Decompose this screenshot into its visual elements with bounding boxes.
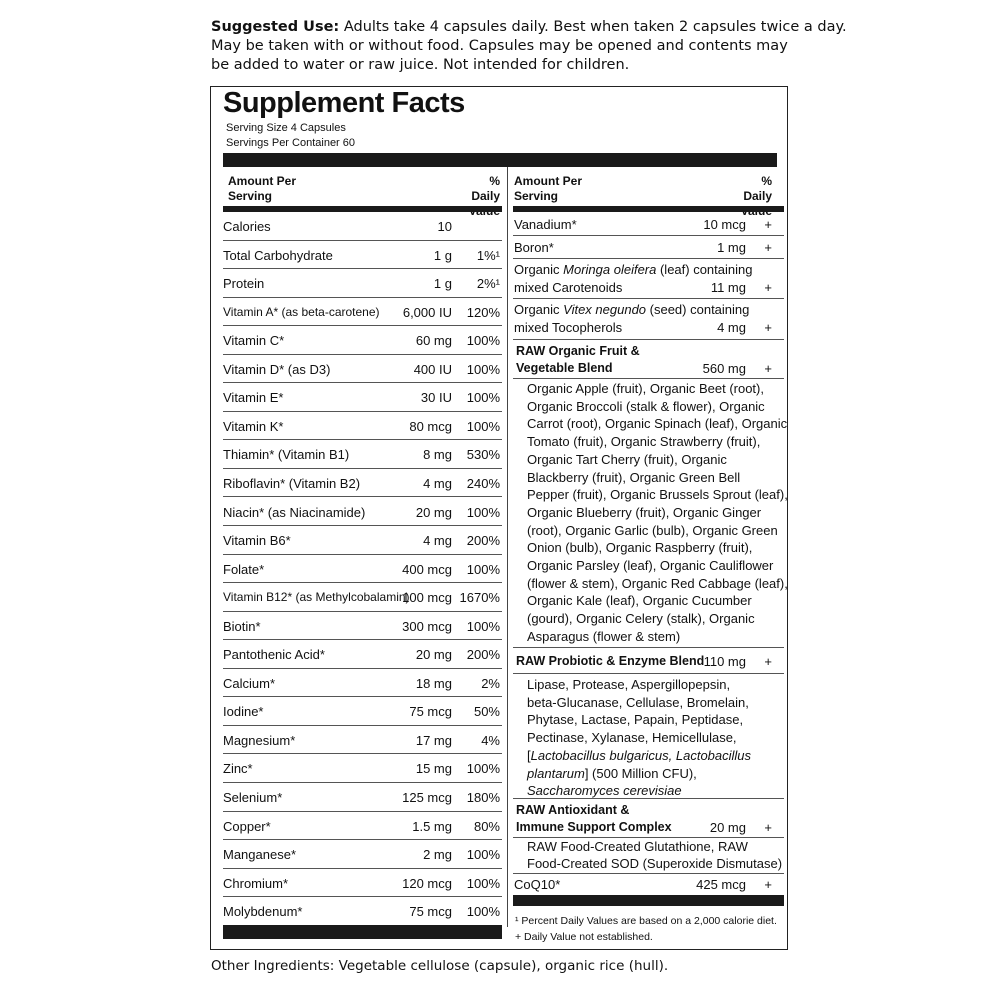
table-row — [223, 440, 502, 469]
left-hdr-dv-1: % Daily — [471, 174, 500, 203]
probiotic-line-6 — [527, 765, 751, 783]
nutrient-daily-value: 100% — [466, 618, 500, 634]
nutrient-daily-value: 100% — [466, 904, 500, 920]
nutrient-name: Chromium* — [223, 875, 289, 891]
table-row — [223, 754, 502, 783]
boron-dv: + — [764, 240, 772, 255]
nutrient-amount: 400 IU — [413, 361, 452, 377]
fruit-blend-line: Organic Apple (fruit), Organic Beet (root), — [527, 381, 764, 396]
nutrient-name: Manganese* — [223, 847, 296, 863]
nutrient-daily-value: 80% — [473, 818, 500, 834]
probiotic-line-2: beta-Glucanase, Cellulase, Bromelain, — [527, 694, 749, 710]
nutrient-name: Selenium* — [223, 790, 283, 805]
nutrient-amount: 15 mg — [415, 761, 452, 777]
probiotic-line-3: Phytase, Lactase, Papain, Peptidase, — [527, 712, 744, 728]
nutrient-amount: 120 mcg — [402, 875, 452, 891]
table-row — [223, 412, 502, 441]
table-row — [223, 869, 502, 898]
nutrient-name: Calcium* — [223, 675, 276, 691]
vanadium-amount: 10 mcg — [703, 217, 746, 232]
boron-amount: 1 mg — [717, 240, 746, 255]
probiotic-amount: 110 mg — [703, 654, 746, 669]
nutrient-daily-value: 100% — [466, 361, 500, 377]
nutrient-daily-value: 240% — [466, 475, 500, 491]
antioxidant-amount: 20 mg — [709, 820, 746, 835]
row-boron — [513, 236, 784, 259]
probiotic-species-1: Lactobacillus bulgaricus, Lactobacillus — [530, 747, 752, 763]
nutrient-amount: 8 mg — [423, 447, 452, 463]
nutrient-daily-value: 2% — [481, 675, 500, 691]
suggested-use — [211, 18, 847, 75]
row-fruit-blend — [513, 340, 784, 379]
coq10-dv: + — [764, 877, 772, 892]
nutrient-amount: 80 mcg — [409, 418, 452, 434]
right-hdr-amount-1: Amount Per — [514, 174, 583, 188]
nutrient-amount: 18 mg — [415, 675, 452, 691]
antioxidant-ingredients — [527, 838, 782, 872]
left-hdr-amount-1: Amount Per — [228, 174, 297, 188]
vitex-post: (seed) containing — [646, 302, 750, 317]
nutrient-daily-value: 100% — [466, 390, 500, 406]
nutrient-amount: 4 mg — [423, 475, 452, 491]
nutrient-name: Pantothenic Acid* — [223, 647, 325, 663]
boron-name: Boron* — [514, 240, 554, 255]
nutrient-daily-value: 100% — [466, 504, 500, 520]
nutrient-amount: 125 mcg — [402, 790, 452, 805]
footnote-dv-not-established: + Daily Value not established. — [515, 931, 653, 943]
nutrient-name: Riboflavin* (Vitamin B2) — [223, 475, 361, 491]
nutrient-name: Vitamin E* — [223, 390, 284, 406]
fruit-blend-line: Blackberry (fruit), Organic Green Bell — [527, 469, 741, 485]
moringa-amount: 11 mg — [710, 280, 746, 295]
left-hdr-amount-2: Serving — [228, 189, 273, 203]
left-bottom-bar — [223, 925, 502, 939]
serving-size: Serving Size 4 Capsules — [226, 122, 346, 134]
probiotic-species-2: plantarum — [527, 765, 585, 781]
nutrient-name: Protein — [223, 276, 265, 292]
top-thick-bar — [223, 153, 777, 167]
nutrient-name: Zinc* — [223, 761, 253, 777]
fruit-blend-line: Organic Tart Cherry (fruit), Organic — [527, 451, 727, 467]
antioxidant-line-2: Food-Created SOD (Superoxide Dismutase) — [527, 856, 783, 871]
table-row — [223, 783, 502, 812]
table-row — [223, 697, 502, 726]
fruit-blend-name-1: RAW Organic Fruit & — [516, 344, 640, 358]
nutrient-amount: 6,000 IU — [402, 304, 452, 320]
probiotic-name: RAW Probiotic & Enzyme Blend — [516, 654, 705, 668]
vitex-amount: 4 mg — [717, 320, 746, 335]
table-row — [223, 326, 502, 355]
nutrient-name: Vitamin B12* (as Methylcobalamin) — [223, 590, 410, 605]
nutrient-name: Total Carbohydrate — [223, 247, 333, 263]
nutrient-name: Folate* — [223, 561, 265, 577]
nutrient-daily-value: 100% — [466, 333, 500, 349]
moringa-name-line2: mixed Carotenoids — [514, 280, 623, 295]
nutrient-amount: 1 g — [433, 276, 452, 292]
moringa-dv: + — [764, 280, 772, 295]
nutrient-amount: 30 IU — [420, 390, 452, 406]
nutrient-daily-value: 100% — [466, 847, 500, 863]
row-vanadium — [513, 212, 784, 236]
nutrient-name: Vitamin K* — [223, 418, 284, 434]
probiotic-species-3: Saccharomyces cerevisiae — [527, 783, 682, 799]
right-hdr-dv-1: % Daily — [743, 174, 772, 203]
nutrient-amount: 4 mg — [423, 533, 452, 549]
fruit-blend-amount: 560 mg — [702, 361, 746, 376]
table-row — [223, 383, 502, 412]
probiotic-cfu: ] (500 Million CFU), — [584, 765, 697, 781]
right-hdr-amount-2: Serving — [514, 189, 559, 203]
right-header-amount — [514, 174, 582, 204]
table-row — [223, 583, 502, 612]
nutrient-amount: 2 mg — [423, 847, 452, 863]
nutrient-daily-value: 100% — [466, 761, 500, 777]
vitex-dv: + — [764, 320, 772, 335]
nutrient-daily-value: 2%¹ — [476, 276, 500, 292]
probiotic-ingredients — [527, 676, 751, 800]
nutrient-amount: 17 mg — [415, 732, 452, 748]
vanadium-name: Vanadium* — [514, 217, 577, 232]
row-coq10 — [513, 874, 784, 894]
nutrient-name: Vitamin C* — [223, 333, 285, 349]
vitex-species: Vitex negundo — [563, 302, 647, 317]
fruit-blend-line: Organic Broccoli (stalk & flower), Organic — [527, 398, 765, 414]
fruit-blend-dv: + — [764, 361, 772, 376]
nutrient-daily-value: 530% — [466, 447, 500, 463]
table-row — [223, 612, 502, 641]
fruit-blend-line: Tomato (fruit), Organic Strawberry (fruit), — [527, 434, 761, 450]
fruit-blend-line: Organic Kale (leaf), Organic Cucumber — [527, 593, 752, 609]
nutrient-name: Biotin* — [223, 618, 261, 634]
nutrient-daily-value: 100% — [466, 875, 500, 891]
table-row — [223, 555, 502, 584]
nutrient-amount: 60 mg — [415, 333, 452, 349]
suggested-use-line-2: May be taken with or without food. Capsules may be opened and contents may — [211, 38, 788, 54]
nutrient-daily-value: 200% — [466, 533, 500, 549]
left-header-amount — [228, 174, 296, 204]
vitex-name-line1 — [514, 302, 749, 317]
suggested-use-text-1: Adults take 4 capsules daily. Best when taken 2 capsules twice a day. — [339, 19, 847, 35]
row-probiotic — [513, 648, 784, 674]
nutrient-amount: 1 g — [433, 247, 452, 263]
nutrient-name: Calories — [223, 219, 271, 234]
coq10-amount: 425 mcg — [696, 877, 746, 892]
antioxidant-line-1: RAW Food-Created Glutathione, RAW — [527, 839, 748, 854]
suggested-use-line-1 — [211, 18, 847, 37]
fruit-blend-line: (gourd), Organic Celery (stalk), Organic — [527, 611, 755, 627]
antioxidant-name-2: Immune Support Complex — [516, 820, 672, 834]
table-row — [223, 355, 502, 384]
fruit-blend-line: Carrot (root), Organic Spinach (leaf), Organic — [527, 416, 788, 432]
table-row — [223, 726, 502, 755]
nutrient-name: Iodine* — [223, 704, 264, 720]
nutrient-name: Vitamin B6* — [223, 533, 291, 549]
nutrient-daily-value: 100% — [466, 418, 500, 434]
table-row — [223, 840, 502, 869]
suggested-use-label: Suggested Use: — [211, 19, 340, 35]
fruit-blend-line: Asparagus (flower & stem) — [527, 628, 681, 644]
nutrient-daily-value: 100% — [466, 561, 500, 577]
vanadium-dv: + — [764, 217, 772, 232]
nutrient-amount: 20 mg — [415, 504, 452, 520]
row-moringa — [513, 259, 784, 299]
nutrient-name: Molybdenum* — [223, 904, 303, 920]
nutrient-daily-value: 120% — [466, 304, 500, 320]
table-row — [223, 640, 502, 669]
antioxidant-name-1: RAW Antioxidant & — [516, 803, 630, 817]
probiotic-bracket: [ — [527, 747, 531, 763]
nutrient-name: Copper* — [223, 818, 271, 834]
moringa-name-line1 — [514, 262, 752, 277]
nutrient-daily-value: 50% — [473, 704, 500, 720]
nutrient-daily-value: 200% — [466, 647, 500, 663]
fruit-blend-line: Organic Blueberry (fruit), Organic Ginger — [527, 504, 762, 520]
moringa-species: Moringa oleifera — [563, 262, 657, 277]
antioxidant-dv: + — [764, 820, 772, 835]
probiotic-line-4: Pectinase, Xylanase, Hemicellulase, — [527, 730, 737, 746]
table-row — [223, 526, 502, 555]
nutrient-amount: 75 mcg — [409, 904, 452, 920]
nutrient-amount: 100 mcg — [402, 590, 452, 606]
suggested-use-line-3: be added to water or raw juice. Not intended for children. — [211, 57, 630, 73]
other-ingredients: Other Ingredients: Vegetable cellulose (capsule), organic rice (hull). — [211, 958, 669, 974]
moringa-post: (leaf) containing — [656, 262, 753, 277]
nutrient-amount: 1.5 mg — [412, 818, 452, 834]
nutrient-name: Vitamin D* (as D3) — [223, 361, 331, 377]
nutrient-amount: 75 mcg — [409, 704, 452, 720]
row-antioxidant — [513, 799, 784, 838]
table-row — [223, 669, 502, 698]
nutrient-amount: 300 mcg — [402, 618, 452, 634]
fruit-blend-line: (flower & stem), Organic Red Cabbage (leaf), — [527, 575, 788, 591]
table-row — [223, 269, 502, 298]
footnote-percent-dv: ¹ Percent Daily Values are based on a 2,000 calorie diet. — [515, 915, 777, 927]
nutrient-daily-value: 1%¹ — [476, 247, 500, 263]
table-row — [223, 298, 502, 327]
table-row — [223, 241, 502, 270]
table-row — [223, 212, 502, 241]
moringa-pre: Organic — [514, 262, 564, 277]
fruit-blend-line: Onion (bulb), Organic Raspberry (fruit), — [527, 540, 753, 556]
nutrient-amount: 20 mg — [415, 647, 452, 663]
servings-per-container: Servings Per Container 60 — [226, 137, 356, 149]
nutrient-daily-value: 4% — [481, 732, 500, 748]
table-row — [223, 812, 502, 841]
nutrient-amount: 10 — [437, 219, 452, 234]
nutrient-daily-value: 180% — [466, 790, 500, 805]
table-row — [223, 498, 502, 527]
facts-title: Supplement Facts — [223, 87, 465, 119]
nutrient-name: Niacin* (as Niacinamide) — [223, 504, 366, 520]
table-row — [223, 897, 502, 925]
probiotic-dv: + — [764, 654, 772, 669]
fruit-blend-line: Pepper (fruit), Organic Brussels Sprout (leaf), — [527, 487, 788, 503]
nutrient-daily-value: 1670% — [459, 590, 500, 606]
vitex-pre: Organic — [514, 302, 564, 317]
column-divider — [507, 167, 508, 927]
fruit-blend-line: (root), Organic Garlic (bulb), Organic Green — [527, 522, 778, 538]
probiotic-line-5 — [527, 747, 751, 765]
nutrient-amount: 400 mcg — [402, 561, 452, 577]
probiotic-line-1: Lipase, Protease, Aspergillopepsin, — [527, 677, 731, 692]
nutrient-name: Thiamin* (Vitamin B1) — [223, 447, 350, 463]
fruit-blend-ingredients — [527, 380, 788, 646]
coq10-name: CoQ10* — [514, 877, 561, 892]
row-vitex — [513, 299, 784, 340]
table-row — [223, 469, 502, 498]
nutrient-name: Magnesium* — [223, 732, 296, 748]
vitex-name-line2: mixed Tocopherols — [514, 320, 623, 335]
fruit-blend-line: Organic Parsley (leaf), Organic Cauliflower — [527, 558, 774, 574]
right-bottom-bar — [513, 895, 784, 906]
fruit-blend-name-2: Vegetable Blend — [516, 361, 613, 375]
nutrient-name: Vitamin A* (as beta-carotene) — [223, 304, 380, 319]
